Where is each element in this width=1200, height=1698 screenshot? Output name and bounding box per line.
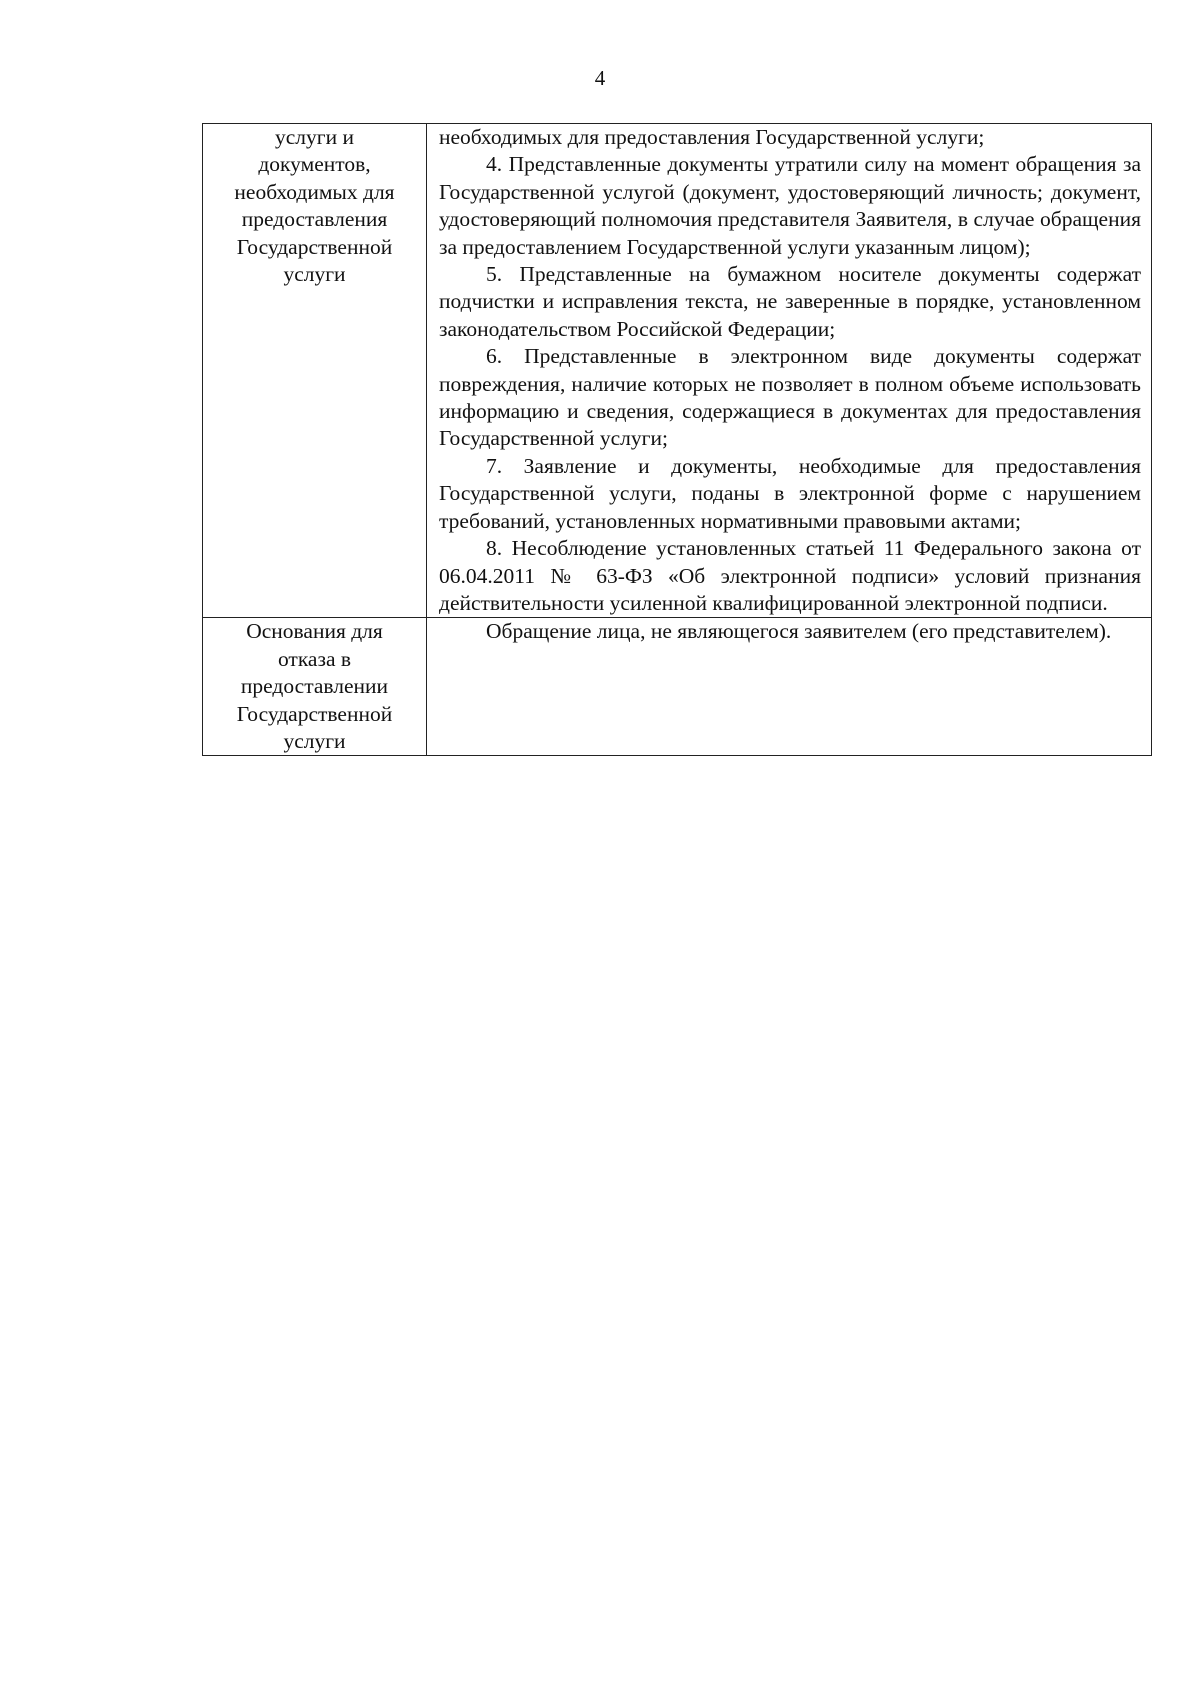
row-heading-line: предоставлении bbox=[240, 674, 389, 699]
paragraph-item-6: 6. Представленные в электронном виде документы содержат повреждения, наличие которых не позволяет в полном объеме использовать информацию и сведения, содержащиеся в документах для предоставления Государственной услуги; bbox=[439, 344, 1141, 451]
paragraph-item-8: 8. Несоблюдение установленных статьей 11 Федерального закона от 06.04.2011 № 63-ФЗ «Об электронной подписи» условий признания действительности усиленной квалифицированной электронной подписи. bbox=[439, 536, 1141, 615]
row-heading-line: Государственной bbox=[236, 234, 393, 259]
table-row bbox=[203, 124, 1152, 618]
paragraph-item-4: 4. Представленные документы утратили силу на момент обращения за Государственной услугой (документ, удостоверяющий личность; документ, удостоверяющий полномочия представителя Заявителя, в случае обращения за предоставлением Государственной услуги указанным лицом); bbox=[439, 152, 1141, 259]
services-table bbox=[202, 123, 1152, 756]
row-heading-line: отказа в bbox=[277, 646, 352, 671]
paragraph-refusal-grounds: Обращение лица, не являющегося заявителем (его представителем). bbox=[486, 619, 1112, 644]
row-content-cell bbox=[427, 618, 1152, 756]
row-heading-cell bbox=[203, 124, 427, 618]
row-heading-line: услуги и bbox=[275, 125, 354, 149]
paragraph-item-5: 5. Представленные на бумажном носителе документы содержат подчистки и исправления текста, не заверенные в порядке, установленном законодательством Российской Федерации; bbox=[439, 262, 1141, 341]
page-number: 4 bbox=[594, 66, 606, 90]
row-heading-cell bbox=[203, 618, 427, 756]
row-heading-line: Государственной bbox=[236, 701, 393, 726]
row-content-cell bbox=[427, 124, 1152, 618]
row-heading-line: необходимых для bbox=[234, 179, 395, 204]
row-heading-line: предоставления bbox=[241, 207, 388, 232]
table-row bbox=[203, 618, 1152, 756]
row-heading-line: документов, bbox=[258, 152, 371, 177]
paragraph-item-7: 7. Заявление и документы, необходимые для предоставления Государственной услуги, поданы в электронной форме с нарушением требований, установленных нормативными правовыми актами; bbox=[439, 453, 1141, 533]
row-heading-line: услуги bbox=[283, 262, 346, 287]
paragraph-continuation: необходимых для предоставления Государственной услуги; bbox=[439, 125, 985, 149]
row-heading-line: услуги bbox=[283, 728, 346, 753]
row-heading-line: Основания для bbox=[246, 619, 383, 644]
